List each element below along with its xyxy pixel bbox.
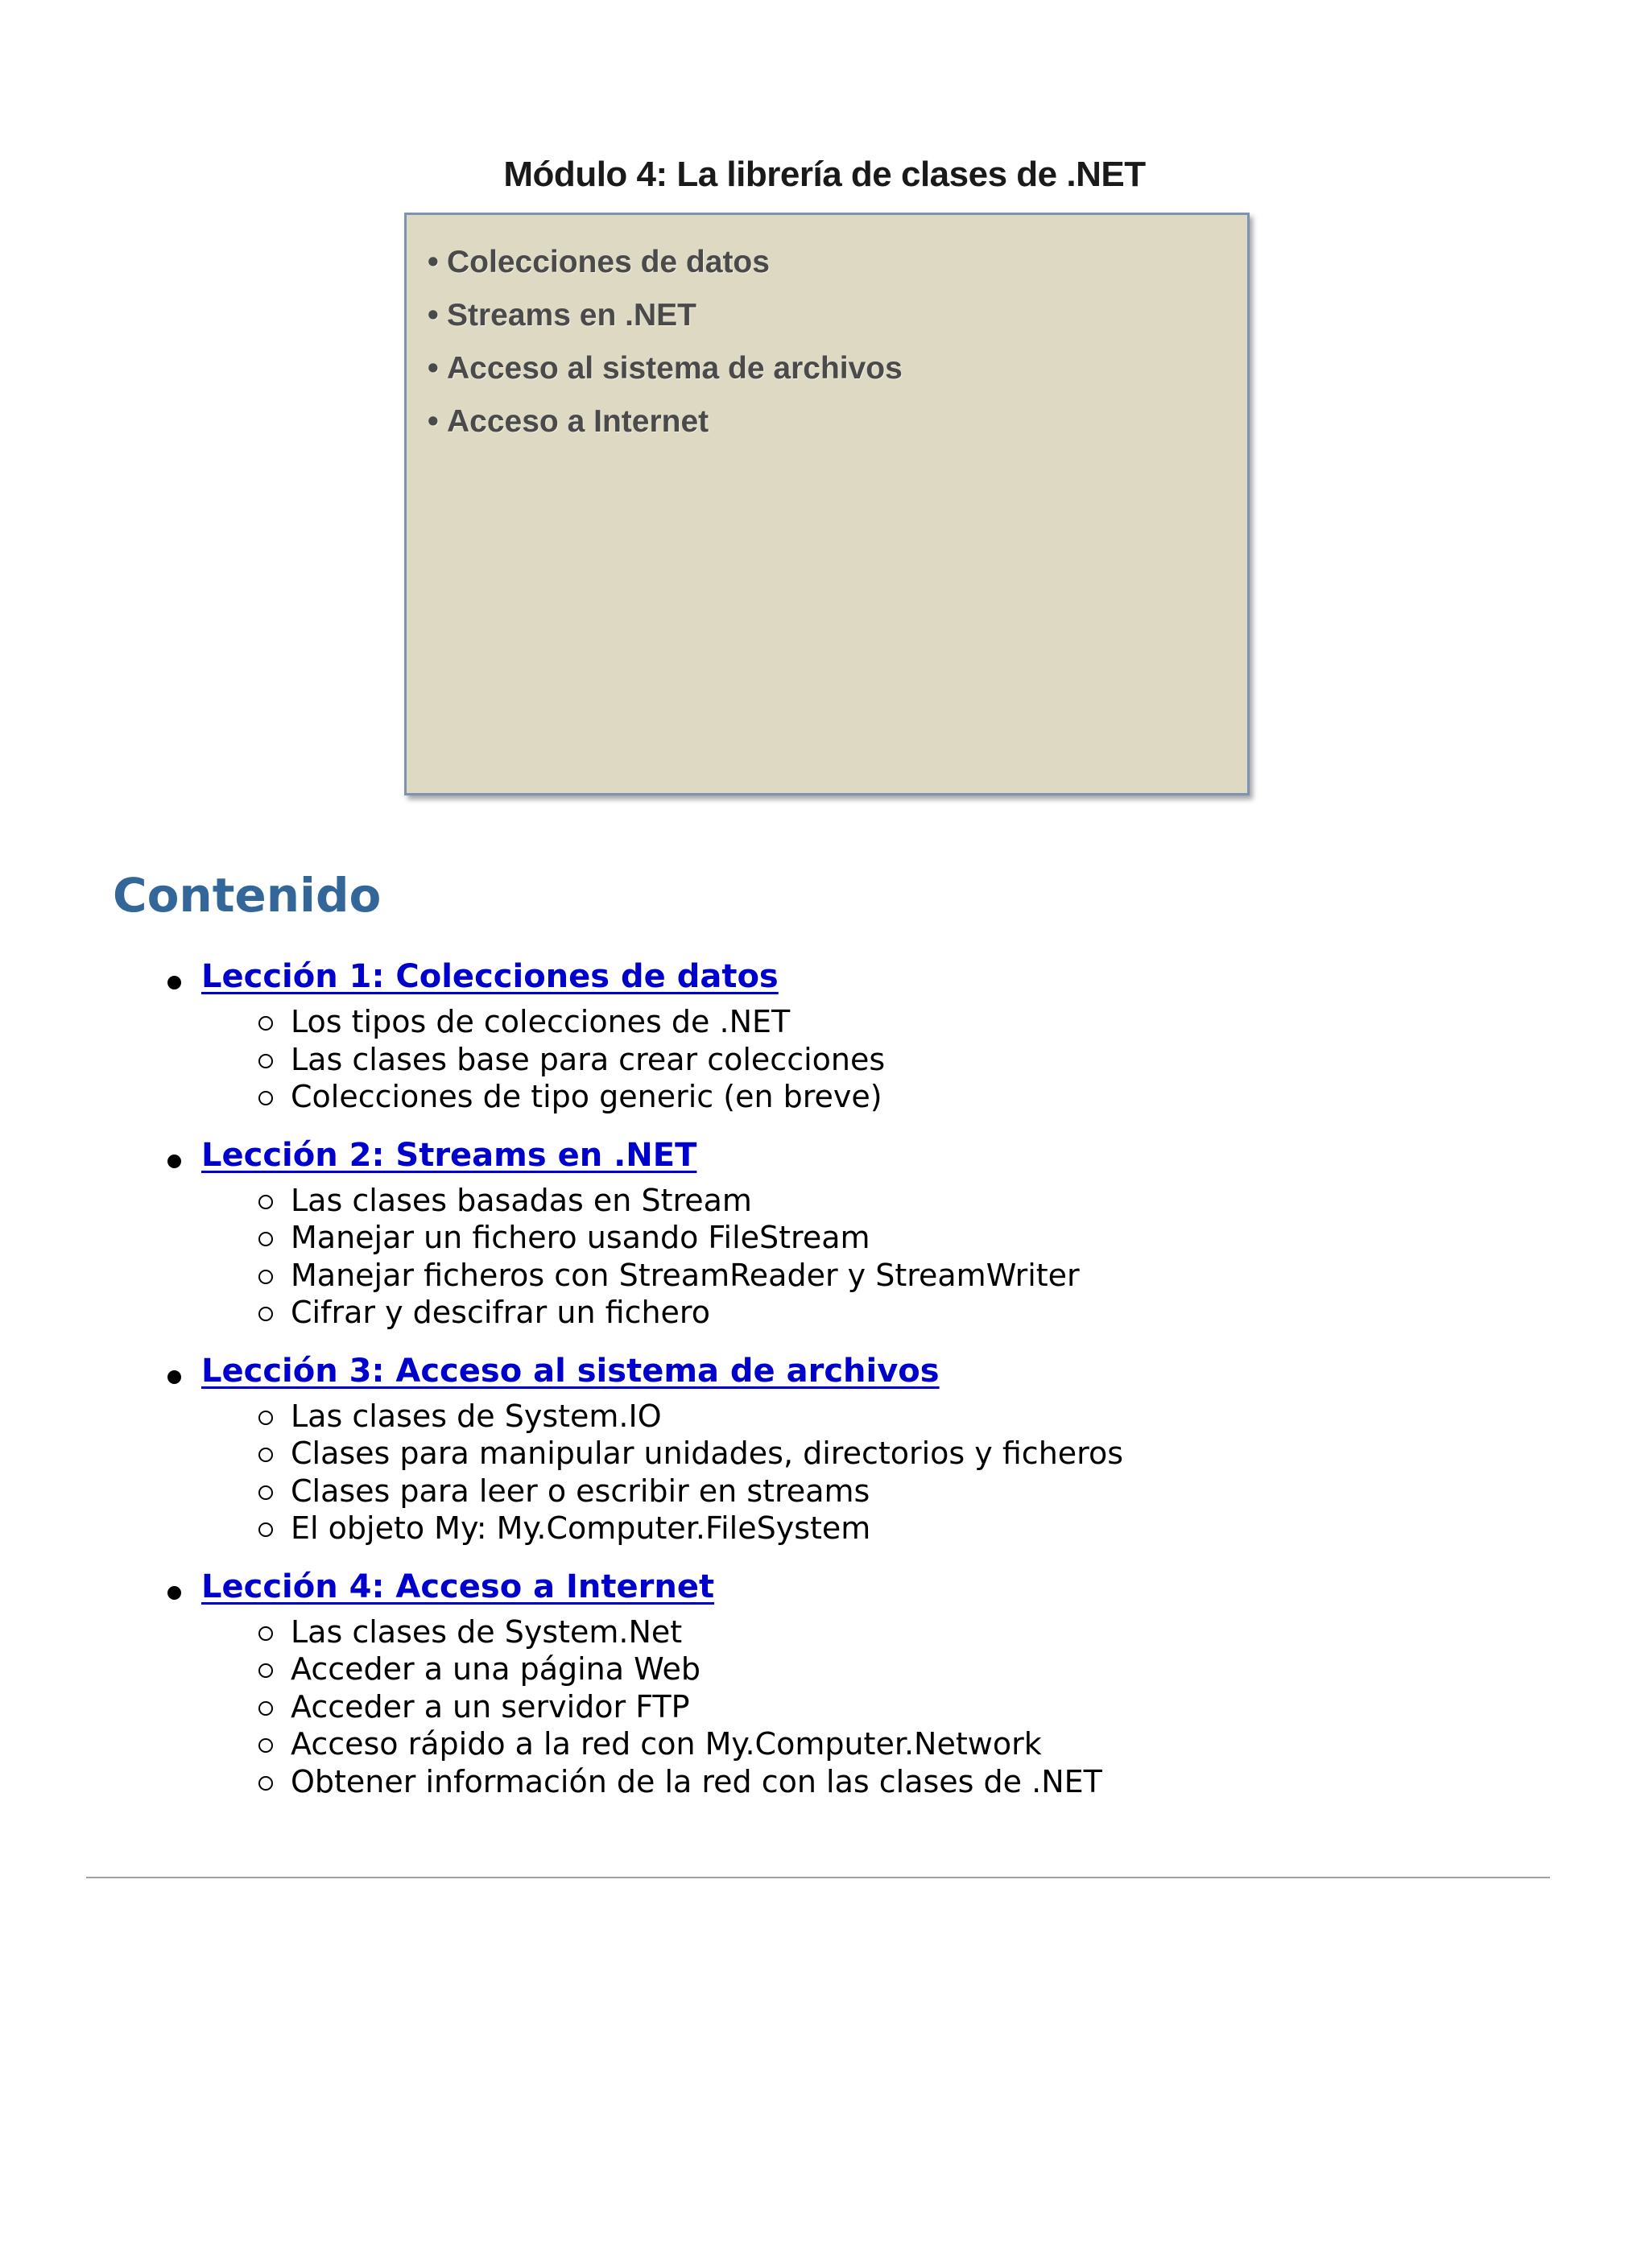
circle-bullet-icon bbox=[258, 1522, 273, 1537]
topic-text: Acceso rápido a la red con My.Computer.Network bbox=[291, 1726, 1042, 1762]
topic-text: Las clases de System.IO bbox=[291, 1398, 662, 1434]
circle-bullet-icon bbox=[258, 1232, 273, 1246]
topic-text: El objeto My: My.Computer.FileSystem bbox=[291, 1510, 871, 1546]
topic-text: Acceder a una página Web bbox=[291, 1651, 701, 1687]
list-item bbox=[113, 1257, 1562, 1295]
circle-bullet-icon bbox=[258, 1663, 273, 1678]
list-item bbox=[113, 1182, 1562, 1220]
circle-bullet-icon bbox=[258, 1091, 273, 1105]
topic-text: Clases para manipular unidades, directorios y ficheros bbox=[291, 1436, 1123, 1471]
slide-bullet-list bbox=[407, 215, 1247, 448]
table-of-contents bbox=[113, 958, 1562, 1821]
contents-heading: Contenido bbox=[113, 868, 382, 923]
topic-text: Obtener información de la red con las clases de .NET bbox=[291, 1763, 1102, 1799]
lesson-3-topics bbox=[113, 1398, 1562, 1547]
topic-text: Las clases base para crear colecciones bbox=[291, 1041, 886, 1077]
bullet-icon: • bbox=[428, 245, 439, 279]
list-item bbox=[113, 1041, 1562, 1079]
lesson-4-link[interactable]: Lección 4: Acceso a Internet bbox=[201, 1568, 715, 1605]
list-item bbox=[113, 1650, 1562, 1688]
slide-title: Módulo 4: La librería de clases de .NET bbox=[503, 155, 1146, 194]
disc-bullet-icon bbox=[167, 1586, 181, 1600]
horizontal-rule bbox=[86, 1877, 1550, 1878]
bullet-icon: • bbox=[428, 351, 439, 386]
slide-image bbox=[404, 213, 1250, 795]
lesson-2-link[interactable]: Lección 2: Streams en .NET bbox=[201, 1136, 697, 1174]
list-item bbox=[113, 1003, 1562, 1041]
slide-bullet-text: Colecciones de datos bbox=[447, 245, 770, 279]
bullet-icon: • bbox=[428, 404, 439, 439]
lesson-4 bbox=[113, 1568, 1562, 1801]
lesson-3 bbox=[113, 1353, 1562, 1547]
list-item bbox=[113, 1219, 1562, 1257]
slide-bullet-text: Acceso al sistema de archivos bbox=[447, 351, 903, 386]
list-item bbox=[113, 1725, 1562, 1763]
list-item bbox=[113, 1473, 1562, 1510]
circle-bullet-icon bbox=[258, 1270, 273, 1284]
slide-bullet-item bbox=[428, 289, 1247, 342]
circle-bullet-icon bbox=[258, 1195, 273, 1209]
topic-text: Las clases de System.Net bbox=[291, 1613, 683, 1650]
slide-bullet-text: Streams en .NET bbox=[447, 298, 696, 333]
circle-bullet-icon bbox=[258, 1448, 273, 1462]
disc-bullet-icon bbox=[167, 976, 181, 989]
circle-bullet-icon bbox=[258, 1626, 273, 1641]
lesson-4-topics bbox=[113, 1613, 1562, 1801]
circle-bullet-icon bbox=[258, 1738, 273, 1753]
list-item bbox=[113, 1510, 1562, 1547]
lesson-2-topics bbox=[113, 1182, 1562, 1332]
list-item bbox=[113, 1688, 1562, 1726]
topic-text: Colecciones de tipo generic (en breve) bbox=[291, 1079, 882, 1114]
topic-text: Acceder a un servidor FTP bbox=[291, 1688, 690, 1725]
topic-text: Cifrar y descifrar un fichero bbox=[291, 1295, 710, 1330]
topic-text: Manejar ficheros con StreamReader y StreamWriter bbox=[291, 1257, 1080, 1293]
circle-bullet-icon bbox=[258, 1776, 273, 1791]
slide-bullet-text: Acceso a Internet bbox=[447, 404, 709, 439]
lesson-3-link[interactable]: Lección 3: Acceso al sistema de archivos bbox=[201, 1352, 940, 1390]
disc-bullet-icon bbox=[167, 1155, 181, 1168]
slide-bullet-item bbox=[428, 395, 1247, 448]
topic-text: Clases para leer o escribir en streams bbox=[291, 1473, 870, 1509]
circle-bullet-icon bbox=[258, 1701, 273, 1716]
bullet-icon: • bbox=[428, 298, 439, 333]
circle-bullet-icon bbox=[258, 1054, 273, 1068]
list-item bbox=[113, 1294, 1562, 1332]
circle-bullet-icon bbox=[258, 1485, 273, 1500]
topic-text: Manejar un fichero usando FileStream bbox=[291, 1220, 870, 1255]
topic-text: Las clases basadas en Stream bbox=[291, 1182, 752, 1218]
circle-bullet-icon bbox=[258, 1016, 273, 1031]
list-item bbox=[113, 1398, 1562, 1436]
lesson-1-topics bbox=[113, 1003, 1562, 1116]
list-item bbox=[113, 1435, 1562, 1473]
lesson-2 bbox=[113, 1137, 1562, 1332]
circle-bullet-icon bbox=[258, 1411, 273, 1425]
list-item bbox=[113, 1078, 1562, 1116]
disc-bullet-icon bbox=[167, 1370, 181, 1384]
slide-bullet-item bbox=[428, 342, 1247, 395]
lesson-1-link[interactable]: Lección 1: Colecciones de datos bbox=[201, 958, 779, 995]
topic-text: Los tipos de colecciones de .NET bbox=[291, 1004, 791, 1039]
circle-bullet-icon bbox=[258, 1307, 273, 1321]
list-item bbox=[113, 1763, 1562, 1801]
lesson-1 bbox=[113, 958, 1562, 1116]
slide-bullet-item bbox=[428, 236, 1247, 289]
list-item bbox=[113, 1613, 1562, 1651]
